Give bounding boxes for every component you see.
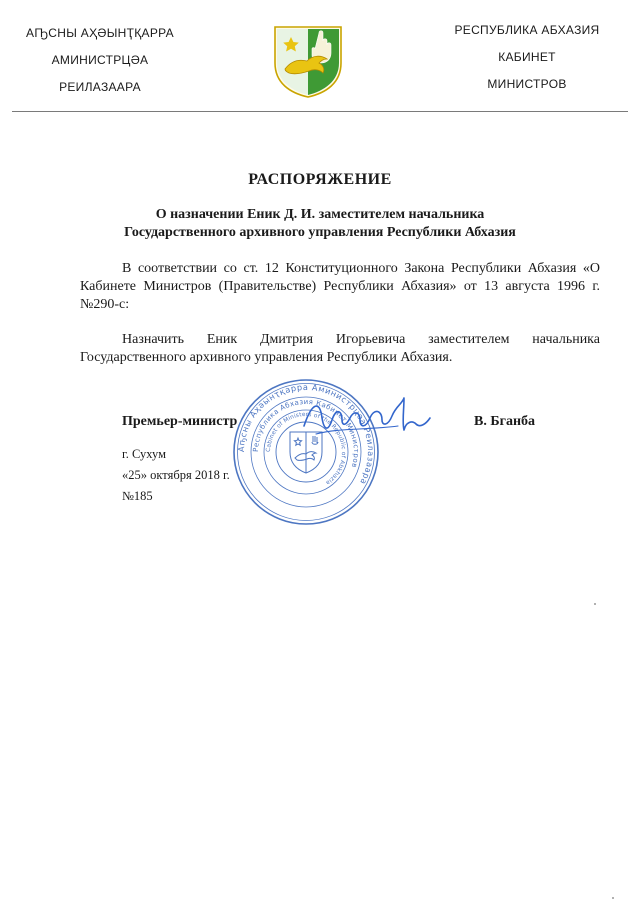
coat-of-arms-emblem — [271, 23, 345, 99]
subject-line: Государственного архивного управления Республики Абхазия — [124, 225, 516, 240]
document-date: «25» октября 2018 г. — [122, 468, 230, 482]
header-right-line: КАБИНЕТ — [498, 50, 556, 64]
body-paragraph-appointment: Назначить Еник Дмитрия Игорьевича заместителем начальника Государственного архивного управления Республики Абхазия. — [80, 332, 600, 365]
document-title: РАСПОРЯЖЕНИЕ — [248, 171, 392, 188]
seal-middle-text: Республика Абхазия Кабинет Министров — [251, 397, 361, 469]
signatory-role: Премьер-министр — [122, 414, 238, 429]
header-right-line: МИНИСТРОВ — [487, 77, 567, 91]
document-number: №185 — [122, 489, 153, 503]
seal-outer-text: Аҧсны Аҳәынҭқарра Аминистрцәа Реилазаара — [235, 381, 377, 487]
document-subject — [60, 206, 580, 242]
header-left-line: АҦСНЫ АҲӘЫНҬҚАРРА — [26, 26, 174, 40]
header-left-block — [14, 26, 186, 107]
header-left-line: РЕИЛАЗААРА — [59, 80, 141, 94]
seal-inner-text: Cabinet of Ministers of the Republic of Abkhazia — [265, 411, 347, 486]
header-divider — [12, 111, 628, 112]
scan-speck — [594, 603, 596, 605]
header-right-block — [450, 23, 604, 104]
scan-speck — [612, 897, 614, 899]
header-left-line: АМИНИСТРЦӘА — [51, 53, 149, 67]
signatory-name: В. Бганба — [474, 414, 536, 429]
document-city: г. Сухум — [122, 447, 167, 461]
header-right-line: РЕСПУБЛИКА АБХАЗИЯ — [454, 23, 600, 37]
body-paragraph-basis: В соответствии со ст. 12 Конституционного Закона Республики Абхазия «О Кабинете Министров (Правительстве) Республики Абхазия» от 13 августа 1996 г. №290-с: — [80, 261, 600, 312]
subject-line: О назначении Еник Д. И. заместителем начальника — [155, 207, 485, 222]
handwritten-signature — [298, 396, 436, 440]
